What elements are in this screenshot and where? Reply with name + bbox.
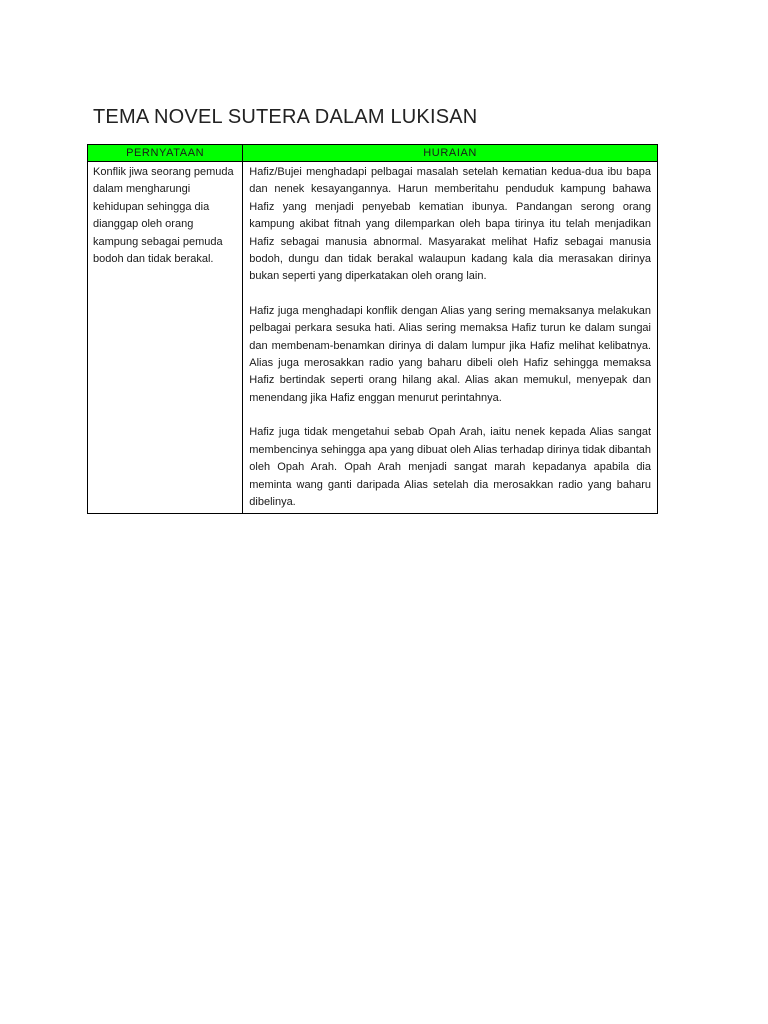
page-title: TEMA NOVEL SUTERA DALAM LUKISAN [93, 106, 478, 128]
explanation-paragraph: Hafiz/Bujei menghadapi pelbagai masalah setelah kematian kedua-dua ibu bapa dan nenek kesayangannya. Harun memberitahu penduduk kampung bahawa Hafiz yang menjadi penyebab kematian ibunya. Pandangan serong orang kampung akibat fitnah yang dilemparkan oleh bapa tirinya itu telah menjadikan Hafiz sebagai manusia abnormal. Masyarakat melihat Hafiz sebagai manusia bodoh, dungu dan tidak berakal walaupun kadang kala dia merasakan dirinya bukan seperti yang diperkatakan oleh orang lain. [249, 166, 651, 283]
theme-table [87, 144, 658, 514]
explanation-paragraph: Hafiz juga tidak mengetahui sebab Opah Arah, iaitu nenek kepada Alias sangat membencinya sehingga apa yang dibuat oleh Alias terhadap dirinya tidak dibantah oleh Opah Arah. Opah Arah menjadi sangat marah kepadanya apabila dia meminta wang ganti daripada Alias setelah dia merosakkan radio yang baharu dibelinya. [249, 426, 651, 508]
table-header-row [88, 145, 658, 162]
column-header-pernyataan: PERNYATAAN [88, 145, 243, 162]
explanation-cell [243, 162, 658, 514]
statement-cell: Konflik jiwa seorang pemuda dalam mengharungi kehidupan sehingga dia dianggap oleh orang kampung sebagai pemuda bodoh dan tidak berakal. [88, 162, 243, 514]
table-row [88, 162, 658, 514]
explanation-paragraph: Hafiz juga menghadapi konflik dengan Alias yang sering memaksanya melakukan pelbagai perkara sesuka hati. Alias sering memaksa Hafiz turun ke dalam sungai dan membenam-benamkan dirinya di dalam lumpur jika Hafiz melihat kelibatnya. Alias juga merosakkan radio yang baharu dibeli oleh Hafiz sehingga memaksa Hafiz bertindak seperti orang hilang akal. Alias akan memukul, menyepak dan menendang jika Hafiz enggan menurut perintahnya. [249, 304, 651, 404]
column-header-huraian: HURAIAN [243, 145, 658, 162]
